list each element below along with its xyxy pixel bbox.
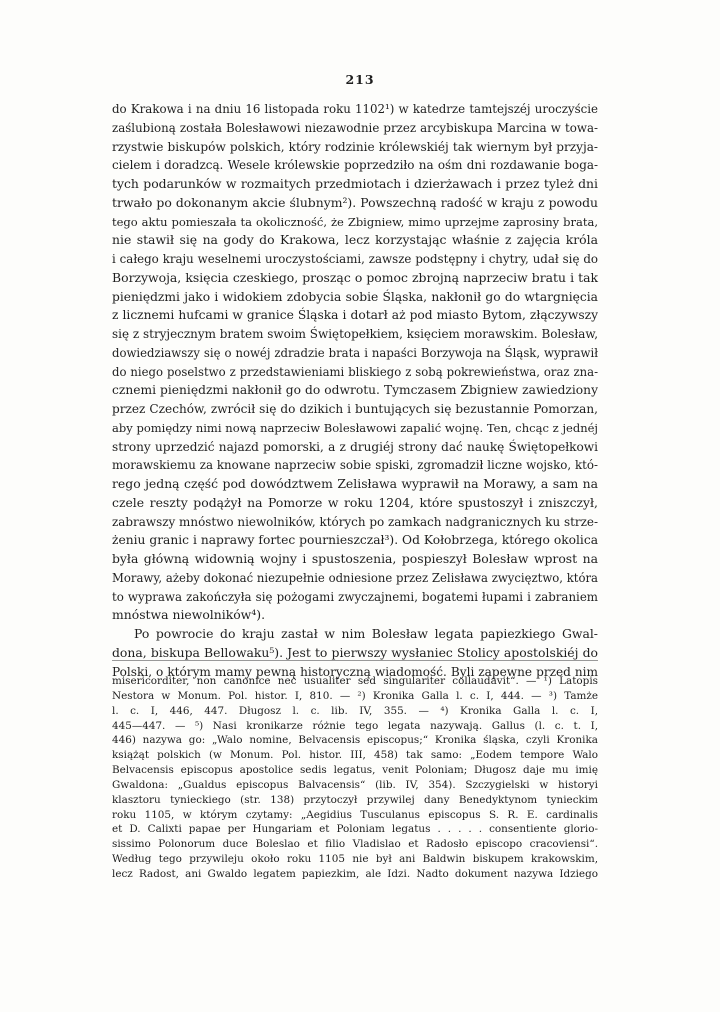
page-number: 213 <box>345 72 375 87</box>
footnote-divider <box>112 660 598 661</box>
footnote-line: l. c. I, 446, 447. Długosz l. c. lib. IV, 355. — ⁴) Kronika Galla l. c. I, <box>112 704 598 717</box>
text-line: i całego kraju weselnemi uroczystościami, zawsze podstępny i chytry, udał się do <box>112 252 598 266</box>
text-line: czele reszty podążył na Pomorze w roku 1204, które spustoszył i zniszczył, <box>112 494 598 510</box>
text-line: do niego poselstwo z przedstawieniami bliskiego z sobą pokrewieństwa, oraz zna- <box>112 364 598 379</box>
footnote-line: Belvacensis episcopus apostolice sedis legatus, venit Poloniam; Długosz daje mu imię <box>112 764 598 777</box>
text-line: rzystwie biskupów polskich, który rodzinie królewskiéj tak wiernym był przyja- <box>112 139 598 154</box>
footnote-line: lecz Radost, ani Gwaldo legatem papiezkim, ale Idzi. Nadto dokument nazywa Idziego <box>112 867 598 880</box>
text-line: Morawy, ażeby dokonać niezupełnie odniesione przez Zelisława zwycięztwo, która <box>112 570 598 585</box>
text-line: to wyprawa zakończyła się pożogami zwyczajnemi, bogatemi łupami i zabraniem <box>112 589 598 604</box>
footnote-line: Gwaldona: „Gualdus episcopus Balvacensis“ (lib. IV, 354). Szczygielski w historyi <box>112 778 598 791</box>
footnote-line: 446) nazywa go: „Walo nomine, Belvacensis episcopus;“ Kronika śląska, czyli Kronika <box>112 734 598 747</box>
footnote-line: et D. Calixti papae per Hungariam et Poloniam legatus . . . . . consentiente glorio- <box>112 823 598 836</box>
text-line: żeniu granic i naprawy fortec pournieszczał³). Od Kołobrzega, którego okolica <box>112 533 598 548</box>
text-line: trwało po dokonanym akcie ślubnym²). Powszechną radość w kraju z powodu <box>112 194 598 210</box>
text-line: aby pomiędzy nimi nową naprzeciw Bolesławowi zapalić wojnę. Ten, chcąc z jednéj <box>112 420 598 435</box>
text-line: dowiedziawszy się o nowéj zdradzie brata i napaści Borzywoja na Śląsk, wyprawił <box>112 345 598 360</box>
text-line: Po powrocie do kraju zastał w nim Bolesław legata papiezkiego Gwal- <box>134 626 598 641</box>
footnote-line: klasztoru tynieckiego (str. 138) przytoczył przywilej dany Benedyktynom tynieckim <box>112 793 598 806</box>
footnote-line: sissimo Polonorum duce Boleslao et filio Vladislao et Radosło episcopo cracoviensi“. <box>112 838 598 851</box>
text-line: tego aktu pomieszała ta okoliczność, że Zbigniew, mimo uprzejme zaprosiny brata, <box>112 214 598 229</box>
text-line: z licznemi hufcami w granice Śląska i dotarł aż pod miasto Bytom, złączywszy <box>112 308 598 323</box>
text-line: Borzywoja, księcia czeskiego, prosząc o pomoc zbrojną naprzeciw bratu i tak <box>112 269 598 285</box>
text-line: strony uprzedzić najazd pomorski, a z drugiéj strony dać naukę Świętopełkowi <box>112 439 598 454</box>
text-line: morawskiemu za knowane naprzeciw sobie spiski, zgromadził liczne wojsko, któ- <box>112 458 598 473</box>
text-line: dona, biskupa Bellowaku⁵). Jest to pierwszy wysłaniec Stolicy apostolskiéj do <box>112 644 598 660</box>
text-line: nie stawił się na gody do Krakowa, lecz korzystając właśnie z zajęcia króla <box>112 232 598 248</box>
text-line: przez Czechów, zwrócił się do dzikich i buntujących się bezustannie Pomorzan, <box>112 402 598 416</box>
text-line: cielem i doradzcą. Wesele królewskie poprzedziło na ośm dni rozdawanie boga- <box>112 158 598 173</box>
footnote-line: roku 1105, w którym czytamy: „Aegidius Tusculanus episcopus S. R. E. cardinalis <box>112 808 598 821</box>
text-line: zaślubioną została Bolesławowi niezawodnie przez arcybiskupa Marcina w towa- <box>112 120 598 135</box>
text-line: była główną widownią wojny i spustoszenia, pospieszył Bolesław wprost na <box>112 551 598 566</box>
footnote-line: książąt polskich (w Monum. Pol. histor. III, 458) tak samo: „Eodem tempore Walo <box>112 749 598 762</box>
footnote-line: 445—447. — ⁵) Nasi kronikarze różnie tego legata nazywają. Gallus (l. c. t. I, <box>112 719 598 732</box>
footnote-line: Nestora w Monum. Pol. histor. I, 810. — ²) Kronika Galla l. c. I, 444. — ³) Tamże <box>112 689 598 702</box>
text-line: Polski, o którym mamy pewną historyczną wiadomość. Byli zapewne przed nim <box>112 664 598 679</box>
text-line: tych podarunków w rozmaitych przedmiotach i dzierżawach i przez tyleż dni <box>112 176 598 191</box>
main-text <box>112 100 598 681</box>
text-line: się z stryjecznym bratem swoim Świętopełkiem, księciem morawskim. Bolesław, <box>112 327 598 341</box>
text-line: cznemi pieniędzmi nakłonił go do odwrotu. Tymczasem Zbigniew zawiedziony <box>112 383 598 398</box>
text-line: rego jedną część pod dowództwem Zelisława wyprawił na Morawy, a sam na <box>112 476 598 491</box>
text-line: pieniędzmi jako i widokiem zdobycia sobie Śląska, nakłonił go do wtargnięcia <box>112 289 598 304</box>
footnotes <box>112 674 598 882</box>
text-line: zabrawszy mnóstwo niewolników, których po zamkach nadgranicznych ku strze- <box>112 514 598 529</box>
footnote-line: misericorditer, non canonice nec usualiter sed singulariter collaudavit“. — ¹) Latopis <box>112 675 598 687</box>
text-line: mnóstwa niewolników⁴). <box>112 607 266 623</box>
footnote-line: Według tego przywileju około roku 1105 nie był ani Baldwin biskupem krakowskim, <box>112 853 598 866</box>
text-line: do Krakowa i na dniu 16 listopada roku 1102¹) w katedrze tamtejszéj uroczyście <box>112 102 598 116</box>
